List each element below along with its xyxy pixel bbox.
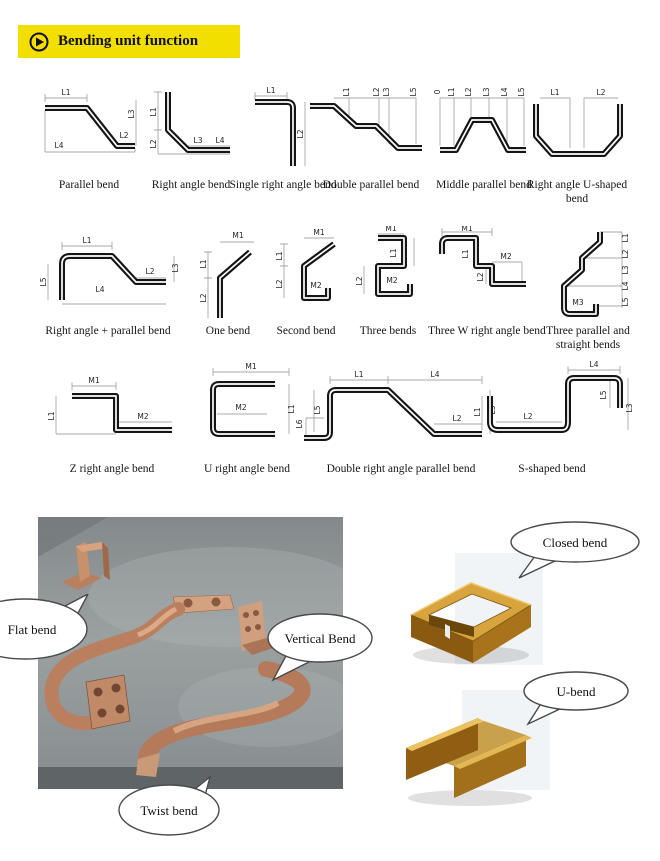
dimension-label: L4 [621,281,630,291]
bubble-label: Flat bend [7,622,57,637]
dimension-label: L1 [47,411,56,421]
diagram-parallel-bend [33,84,145,192]
dimension-label: L5 [39,277,48,287]
dimension-label: L1 [389,248,398,258]
dimension-label: L4 [95,285,105,294]
dimension-label: L5 [517,87,526,97]
dimension-label: M1 [245,362,257,371]
diagram-one-bend [190,226,266,338]
page-title: Bending unit function [58,33,199,49]
diagram-caption: Second bend [276,325,336,337]
diagram-caption: Parallel bend [58,179,120,191]
dimension-label: M1 [385,226,397,233]
dimension-label: L3 [193,136,203,145]
dimension-label: L3 [382,87,391,97]
dimension-label: L3 [487,405,497,415]
diagram-u-right-angle-bend [186,360,308,476]
dimension-label: M2 [137,412,149,421]
dimension-label: L1 [82,236,92,245]
diagram-caption: Middle parallel bend [436,179,532,191]
speech-bubble-vertical-bend [265,612,380,692]
dimension-label: L1 [266,86,276,95]
bubble-label: Twist bend [140,803,198,818]
dimension-label: L2 [119,131,129,140]
dimension-label: L4 [54,141,64,150]
dimension-label: L1 [621,233,630,243]
dimension-label: L1 [275,251,284,261]
dimension-label: L4 [589,360,599,369]
bubble-label: Vertical Bend [284,631,356,646]
dimension-label: L1 [550,88,560,97]
dimension-label: L2 [476,272,485,282]
diagram-caption: Z right angle bend [69,463,155,475]
dimension-label: L5 [599,390,608,400]
dimension-label: L4 [500,87,509,97]
dimension-label: L2 [149,139,158,149]
dimension-label: L3 [171,263,180,273]
diagram-three-bends [350,226,426,338]
diagram-right-angle-bend [143,84,239,192]
dimension-label: L4 [430,370,439,379]
dimension-label: L2 [296,129,305,139]
dimension-label: M1 [88,376,100,385]
dimension-label: L1 [149,107,158,117]
diagram-caption: Double parallel bend [322,179,420,191]
dimension-label: L2 [621,249,630,259]
dimension-label: L2 [355,276,364,286]
diagram-caption: Single right angle bend [229,179,337,191]
diagram-caption: Double right angle parallel bend [326,463,476,475]
dimension-label: L2 [275,279,284,289]
dimension-label: L1 [447,87,456,97]
diagram-three-w-right-angle-bend [428,226,546,338]
dimension-label: M1 [461,226,473,233]
dimension-label: L1 [287,404,296,414]
dimension-label: L2 [452,414,461,423]
play-circle-icon [28,31,50,53]
dimension-label: L6 [294,419,304,429]
diagram-s-shaped-bend [472,360,632,476]
dimension-label: M2 [235,403,247,412]
dimension-label: L1 [61,88,71,97]
speech-bubble-u-bend [520,670,640,732]
speech-bubble-flat-bend [0,594,110,666]
diagram-caption: Right angle + parallel bend [45,325,171,337]
dimension-label: L2 [464,87,473,97]
diagram-z-right-angle-bend [42,360,182,476]
dimension-label: L3 [625,403,634,413]
diagram-caption: Three bends [359,325,417,337]
dimension-label: M1 [313,228,325,237]
diagram-double-parallel-bend [304,84,438,192]
dimension-label: L3 [621,265,630,275]
dimension-label: L4 [215,136,225,145]
dimension-label: M2 [500,252,512,261]
section-header-banner [18,25,240,58]
dimension-label: L1 [461,249,470,259]
dimension-label: L2 [145,267,155,276]
dimension-label: L5 [409,87,418,97]
diagram-caption: One bend [205,325,251,337]
dimension-label: L3 [127,109,136,119]
dimension-label: M2 [386,276,398,285]
diagram-caption: Three parallel and straight bends [546,325,630,352]
diagram-caption: Right angle U-shaped bend [526,179,628,206]
dimension-label: M3 [572,298,584,307]
diagram-caption: S-shaped bend [518,463,586,475]
dimension-label: L2 [372,87,381,97]
dimension-label: L1 [354,370,363,379]
dimension-label: L2 [199,293,208,303]
diagram-right-angle-u-shaped-bend [522,84,632,207]
diagram-right-angle-plus-parallel-bend [28,226,188,338]
diagram-three-parallel-straight-bends [536,226,640,353]
speech-bubble-twist-bend [115,775,235,845]
dimension-label: L1 [473,407,482,417]
dimension-label: 0 [433,89,442,95]
bubble-label: U-bend [556,684,596,699]
dimension-label: L1 [342,87,351,97]
dimension-label: L5 [312,405,322,415]
dimension-label: L2 [596,88,606,97]
dimension-label: L5 [621,297,630,307]
diagram-caption: U right angle bend [204,463,290,475]
bubble-label: Closed bend [542,535,608,550]
speech-bubble-closed-bend [505,520,660,588]
dimension-label: L1 [199,259,208,269]
diagram-caption: Three W right angle bend [428,325,546,337]
dimension-label: L3 [482,87,491,97]
dimension-label: L2 [523,412,533,421]
dimension-label: M1 [232,231,244,240]
diagram-second-bend [266,226,346,338]
diagram-caption: Right angle bend [151,179,231,191]
dimension-label: M2 [310,281,322,290]
